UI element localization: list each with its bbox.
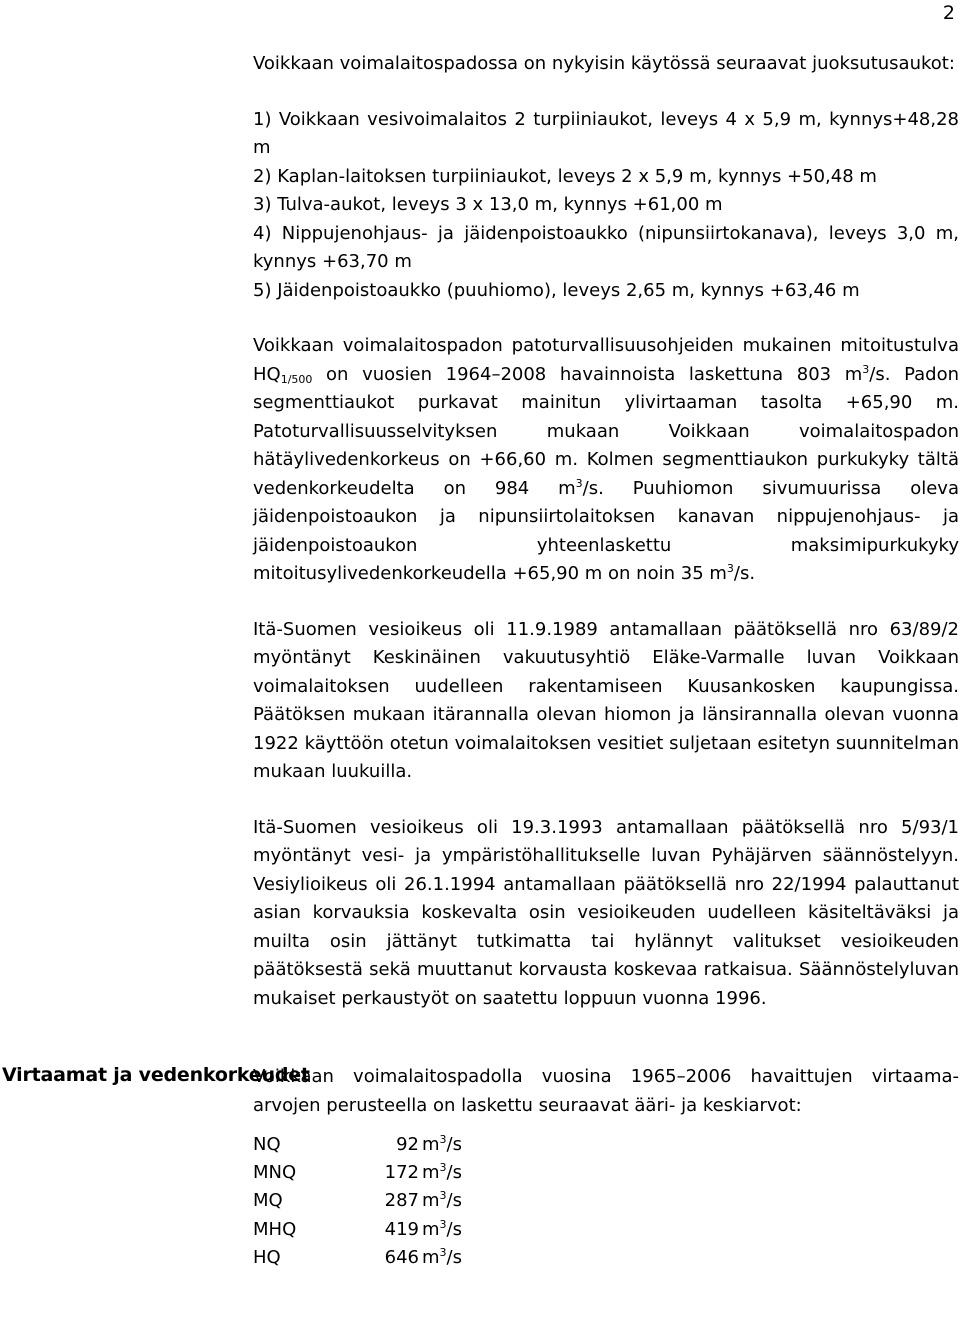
- flow-row: [253, 1187, 462, 1215]
- unit-suffix: /s: [446, 1218, 462, 1240]
- safety-text-part: /s. Puuhiomon sivumuurissa oleva jäidenpoistoaukon ja nipunsiirtolaitoksen kanavan nippujenohjaus- ja jäidenpoistoaukon yhteenlaskettu maksimipurkukyky mitoitusylivedenkorkeudella +65,90 m on noin 35 m: [253, 477, 959, 584]
- openings-list: [253, 106, 959, 306]
- unit-prefix: m: [422, 1134, 440, 1155]
- flow-row: [253, 1244, 462, 1272]
- unit-exponent: 3: [439, 1133, 447, 1146]
- flow-value: 646: [384, 1246, 419, 1268]
- opening-item: 3) Tulva-aukot, leveys 3 x 13,0 m, kynnys +61,00 m: [253, 194, 723, 215]
- safety-text-part: on vuosien 1964–2008 havainnoista laskettuna 803 m: [312, 363, 863, 385]
- decision-1989-paragraph: Itä-Suomen vesioikeus oli 11.9.1989 antamallaan päätöksellä nro 63/89/2 myöntänyt Keskinäinen vakuutusyhtiö Eläke-Varmalle luvan Voikkaan voimalaitoksen uudelleen rakentamiseen Kuusankosken kaupungissa. Päätöksen mukaan itärannalla olevan hiomon ja länsirannalla olevan vuonna 1922 käyttöön otetun voimalaitoksen vesitiet suljetaan esitetyn suunnitelman mukaan luukuilla.: [253, 618, 959, 782]
- flow-value: 92: [396, 1134, 419, 1155]
- openings-intro: Voikkaan voimalaitospadossa on nykyisin käytössä seuraavat juoksutusaukot:: [253, 53, 955, 74]
- unit-prefix: m: [422, 1218, 440, 1240]
- flow-row: [253, 1216, 462, 1244]
- sidebar-heading: Virtaamat ja vedenkorkeudet: [2, 1064, 310, 1086]
- page-number: 2: [942, 2, 955, 24]
- flow-value: 172: [384, 1162, 419, 1184]
- unit-suffix: /s: [446, 1134, 462, 1155]
- flow-row: [253, 1131, 462, 1159]
- flow-code: HQ: [253, 1246, 281, 1268]
- unit-suffix: /s: [446, 1162, 462, 1184]
- document-body: [253, 50, 959, 1272]
- flow-unit: [422, 1159, 462, 1187]
- flow-code: MNQ: [253, 1162, 297, 1184]
- flow-unit: [422, 1187, 462, 1215]
- flow-row: [253, 1159, 462, 1187]
- unit-suffix: /s: [446, 1246, 462, 1268]
- flow-unit: [422, 1216, 462, 1244]
- flow-unit: [422, 1131, 462, 1159]
- flow-values-section: [253, 1063, 959, 1272]
- flow-code: MHQ: [253, 1218, 297, 1240]
- flow-unit: [422, 1244, 462, 1272]
- cubic-meter-superscript: 3: [575, 476, 583, 490]
- unit-suffix: /s: [446, 1190, 462, 1212]
- opening-item: 2) Kaplan-laitoksen turpiiniaukot, leveys 2 x 5,9 m, kynnys +50,48 m: [253, 165, 877, 187]
- opening-item: 4) Nippujenohjaus- ja jäidenpoistoaukko (nipunsiirtokanava), leveys 3,0 m, kynnys +63,70 m: [253, 222, 959, 272]
- flow-code: MQ: [253, 1190, 283, 1212]
- unit-exponent: 3: [439, 1161, 447, 1175]
- safety-text-part: /s. Padon segmenttiaukot purkavat mainitun ylivirtaaman tasolta +65,90 m. Patoturvallisuusselvityksen mukaan Voikkaan voimalaitospadon hätäylivedenkorkeus on +66,60 m. Kolmen segmenttiaukon purkukyky tältä vedenkorkeudelta on 984 m: [253, 363, 960, 499]
- opening-item: 5) Jäidenpoistoaukko (puuhiomo), leveys 2,65 m, kynnys +63,46 m: [253, 279, 860, 301]
- unit-prefix: m: [422, 1190, 440, 1212]
- flow-value: 287: [384, 1190, 419, 1212]
- unit-exponent: 3: [439, 1217, 447, 1231]
- opening-item: 1) Voikkaan vesivoimalaitos 2 turpiiniaukot, leveys 4 x 5,9 m, kynnys+48,28 m: [253, 108, 959, 158]
- unit-prefix: m: [422, 1246, 440, 1268]
- safety-text-part: /s.: [733, 563, 756, 584]
- cubic-meter-superscript: 3: [726, 562, 734, 575]
- safety-paragraph: [253, 332, 959, 589]
- cubic-meter-superscript: 3: [862, 362, 870, 376]
- decision-1993-paragraph: Itä-Suomen vesioikeus oli 19.3.1993 antamallaan päätöksellä nro 5/93/1 myöntänyt vesi- ja ympäristöhallitukselle luvan Pyhäjärven säännöstelyyn. Vesiylioikeus oli 26.1.1994 antamallaan päätöksellä nro 22/1994 palauttanut asian korvauksia koskevalta osin vesioikeuden uudelleen käsiteltäväksi ja muilta osin jättänyt tutkimatta tai hylännyt valitukset vesioikeuden päätöksestä sekä muuttanut korvausta koskevaa ratkaisua. Säännöstelyluvan mukaiset perkaustyöt on saatettu loppuun vuonna 1996.: [253, 816, 959, 1009]
- flow-value: 419: [384, 1218, 419, 1240]
- hq-subscript: 1/500: [280, 372, 313, 386]
- flow-values-table: [253, 1131, 462, 1272]
- unit-prefix: m: [422, 1162, 440, 1184]
- flow-values-intro: Voikkaan voimalaitospadolla vuosina 1965–2006 havaittujen virtaama-arvojen perusteella on laskettu seuraavat ääri- ja keskiarvot:: [253, 1066, 959, 1116]
- flow-code: NQ: [253, 1134, 281, 1155]
- unit-exponent: 3: [439, 1189, 447, 1203]
- unit-exponent: 3: [439, 1245, 447, 1259]
- safety-text-part: Voikkaan voimalaitospadon patoturvallisuusohjeiden mukainen mitoitustulva HQ: [253, 335, 959, 385]
